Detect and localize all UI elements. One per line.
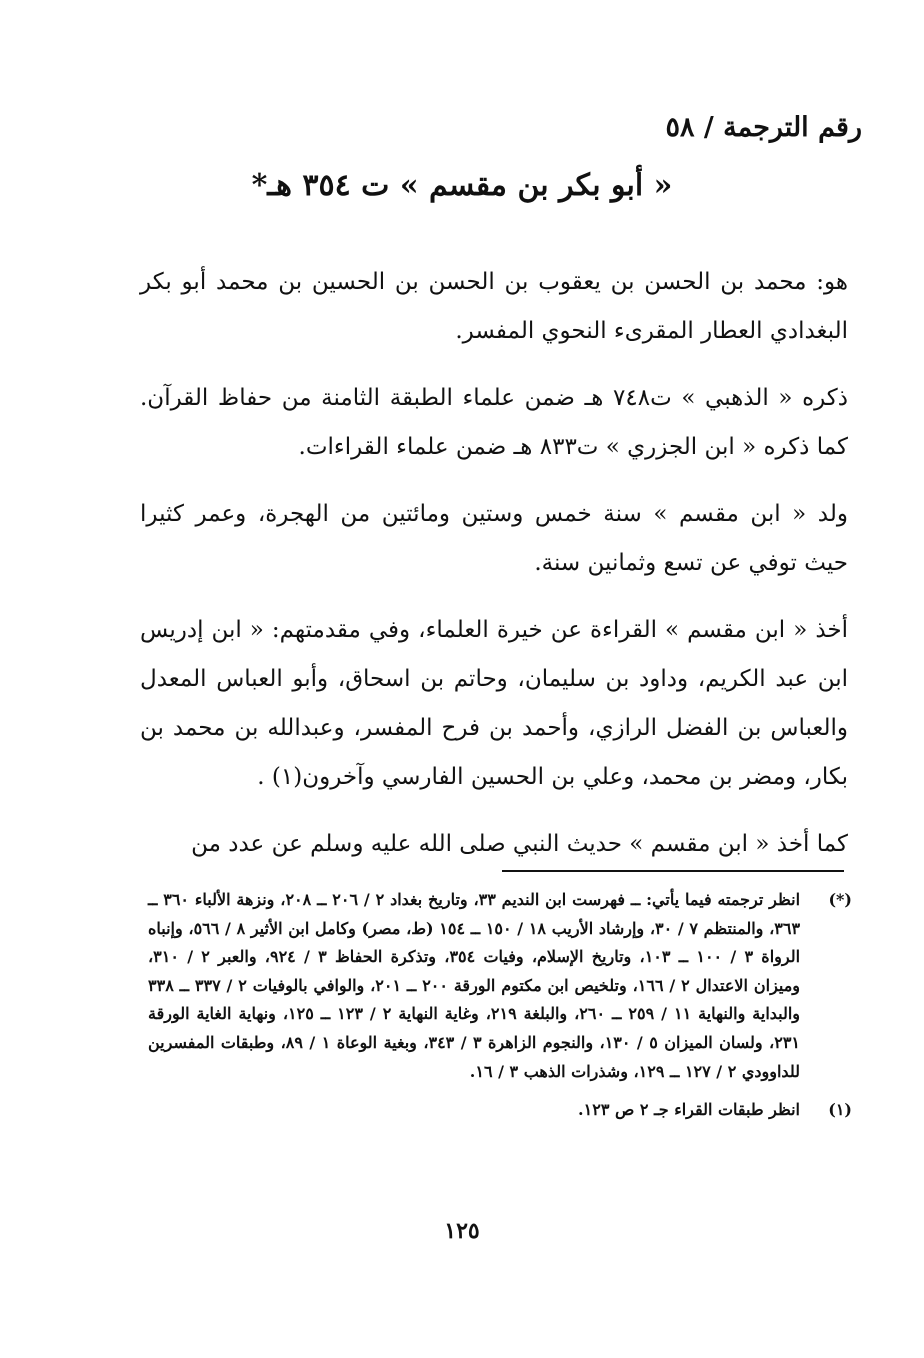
footnote-marker: (١)	[828, 1100, 852, 1120]
paragraph-birth: ولد « ابن مقسم » سنة خمس وستين ومائتين من الهجرة، وعمر كثيرا حيث توفي عن تسع وثمانين سنة.	[140, 501, 848, 576]
footnotes	[148, 886, 852, 1135]
footnote-marker: (*)	[828, 890, 852, 909]
main-text	[140, 258, 848, 887]
paragraph-hadith: كما أخذ « ابن مقسم » حديث النبي صلى الله عليه وسلم عن عدد من	[191, 831, 848, 857]
page-number: ١٢٥	[444, 1218, 480, 1244]
footnote-text: انظر طبقات القراء جـ ٢ ص ١٢٣.	[578, 1100, 800, 1120]
footnote-separator	[502, 870, 844, 872]
entry-number-heading: رقم الترجمة / ٥٨	[665, 112, 862, 143]
footnote-item	[148, 1096, 852, 1125]
footnote-text: انظر ترجمته فيما يأتي: ــ فهرست ابن النديم ٣٣، وتاريخ بغداد ٢ / ٢٠٦ ــ ٢٠٨، ونزهة الألباء ٣٦٠ ــ ٣٦٣، والمنتظم ٧ / ٣٠، وإرشاد الأريب ١٨ / ١٥٠ ــ ١٥٤ (ط، مصر) وكامل ابن الأثير ٨ / ٥٦٦، وإنباه الرواة ٣ / ١٠٠ ــ ١٠٣، وتاريخ الإسلام، وفيات ٣٥٤، وتذكرة الحفاظ ٣ / ٩٢٤، والعبر ٢ / ٣١٠، وميزان الاعتدال ٢ / ١٦٦، وتلخيص ابن مكتوم الورقة ٢٠٠ ــ ٢٠١، والوافي بالوفيات ٢ / ٣٣٧ ــ ٣٣٨ والبداية والنهاية ١١ / ٢٥٩ ــ ٢٦٠، والبلغة ٢١٩، وغاية النهاية ٢ / ١٢٣ ــ ١٢٥، ونهاية الغاية الورقة ٢٣١، ولسان الميزان ٥ / ١٣٠، والنجوم الزاهرة ٣ / ٣٤٣، وبغية الوعاة ١ / ٨٩، وطبقات المفسرين للداوودي ٢ / ١٢٧ ــ ١٢٩، وشذرات الذهب ٣ / ١٦.	[148, 890, 801, 1081]
footnote-item	[148, 886, 852, 1086]
entry-title-heading: « أبو بكر بن مقسم » ت ٣٥٤ هـ*	[251, 168, 673, 203]
paragraph-teachers: أخذ « ابن مقسم » القراءة عن خيرة العلماء، وفي مقدمتهم: « ابن إدريس ابن عبد الكريم، وداود بن سليمان، وحاتم بن اسحاق، وأبو العباس المعدل والعباس بن الفضل الرازي، وأحمد بن فرح المفسر، وعبدالله بن محمد بن بكار، ومضر بن محمد، وعلي بن الحسين الفارسي وآخرون(١) .	[140, 617, 848, 790]
paragraph-lineage: هو: محمد بن الحسن بن يعقوب بن الحسن بن الحسين بن محمد أبو بكر البغدادي العطار المقرىء النحوي المفسر.	[140, 269, 848, 344]
paragraph-mentions: ذكره « الذهبي » ت٧٤٨ هـ ضمن علماء الطبقة الثامنة من حفاظ القرآن. كما ذكره « ابن الجزري » ت٨٣٣ هـ ضمن علماء القراءات.	[140, 385, 849, 460]
